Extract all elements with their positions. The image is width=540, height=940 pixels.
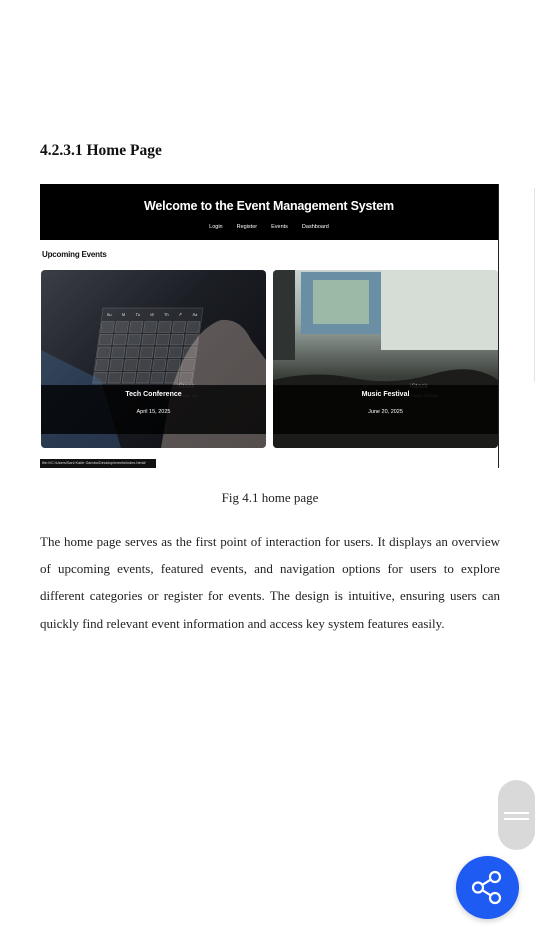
calendar-cell <box>129 322 143 333</box>
share-button[interactable] <box>456 856 519 919</box>
nav-login-link[interactable]: Login <box>209 224 223 230</box>
calendar-cell <box>170 334 184 345</box>
calendar-cell <box>122 372 136 383</box>
figure-border <box>498 184 499 468</box>
event-caption-band <box>41 385 266 434</box>
calendar-cell <box>127 334 141 345</box>
adjacent-page-edge <box>534 188 539 382</box>
calendar-day-label: Tu <box>135 312 141 317</box>
stage-screen-content <box>313 280 369 324</box>
calendar-cell <box>115 322 129 333</box>
calendar-day-label: Su <box>106 312 113 317</box>
calendar-cell <box>138 360 152 371</box>
calendar-cell <box>108 372 122 383</box>
calendar-cell <box>124 360 138 371</box>
calendar-cell <box>101 322 115 333</box>
calendar-cell <box>186 322 200 333</box>
calendar-day-label: F <box>179 312 183 317</box>
nav-events-link[interactable]: Events <box>271 224 288 230</box>
calendar-cell <box>143 322 157 333</box>
figure-caption: Fig 4.1 home page <box>221 490 319 505</box>
calendar-cell <box>167 360 181 371</box>
calendar-cell <box>99 334 113 345</box>
event-name: Tech Conference <box>125 391 182 398</box>
nav-dashboard-link[interactable]: Dashboard <box>301 224 329 230</box>
calendar-cell <box>113 334 127 345</box>
home-page-screenshot-figure <box>40 184 498 468</box>
calendar-day-label: Sa <box>192 312 198 317</box>
site-nav <box>40 224 498 230</box>
site-title: Welcome to the Event Management System <box>144 199 394 213</box>
event-card-tech-conference[interactable] <box>41 270 266 448</box>
body-paragraph: The home page serves as the first point of interaction for users. It displays an overview of upcoming events, featured events, and navigation options for users to explore different categories or register for events. The design is intuitive, ensuring users can quickly find relevant event information and access key system features easily. <box>40 534 500 631</box>
calendar-cell <box>97 347 111 358</box>
calendar-cell <box>168 347 182 358</box>
calendar-cell <box>154 347 168 358</box>
stage-light-haze <box>381 270 498 350</box>
event-date: June 20, 2025 <box>368 409 403 415</box>
calendar-cell <box>95 360 109 371</box>
upcoming-events-label: Upcoming Events <box>42 250 107 259</box>
calendar-cell <box>156 334 170 345</box>
speaker-stack <box>273 270 295 360</box>
event-name: Music Festival <box>361 391 410 398</box>
menu-button[interactable] <box>498 780 535 850</box>
calendar-cell <box>151 372 165 383</box>
calendar-cell <box>142 334 156 345</box>
event-caption-band <box>273 385 498 434</box>
calendar-cell <box>110 360 124 371</box>
event-date: April 15, 2025 <box>136 409 171 415</box>
calendar-cell <box>136 372 150 383</box>
calendar-day-label: W <box>149 312 155 317</box>
calendar-day-label: M <box>121 312 126 317</box>
calendar-cell <box>158 322 172 333</box>
calendar-day-label: Th <box>163 312 170 317</box>
calendar-cell <box>126 347 140 358</box>
share-icon <box>456 856 519 919</box>
calendar-cell <box>111 347 125 358</box>
site-header <box>40 184 498 240</box>
browser-status-url: file:///C:/Users/Sani Kabir Gambo/Desktop/events/index.html# <box>40 459 156 468</box>
nav-register-link[interactable]: Register <box>236 224 258 230</box>
calendar-cell <box>152 360 166 371</box>
section-heading: 4.2.3.1 Home Page <box>40 142 162 159</box>
calendar-cell <box>172 322 186 333</box>
event-card-music-festival[interactable] <box>273 270 498 448</box>
calendar-cell <box>140 347 154 358</box>
